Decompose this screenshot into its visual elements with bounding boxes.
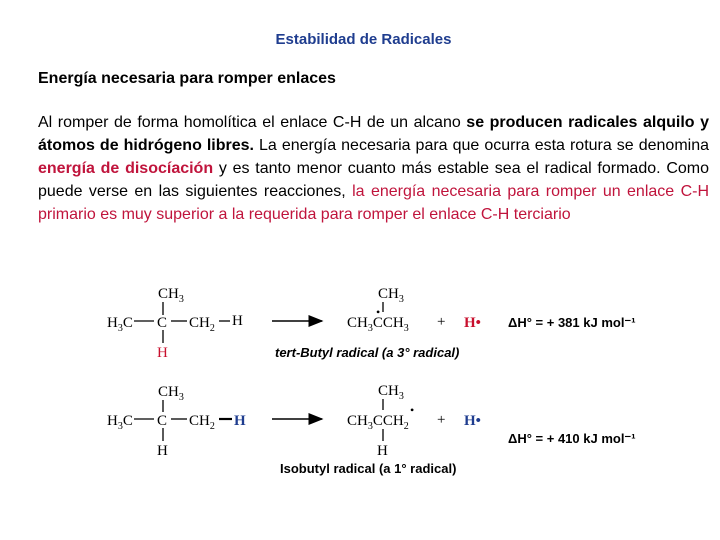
para-bold-1: se producen radicales alquilo y átomos de hidrógeno libres. xyxy=(38,114,709,154)
ch2-1: $CH_2$ xyxy=(189,315,215,334)
radical-dot-1: • xyxy=(376,305,381,319)
reaction-2-energy: ΔH° = + 410 kJ mol⁻¹ xyxy=(508,431,636,446)
reaction-1 xyxy=(107,286,636,361)
para-text-1: Al romper de forma homolítica el enlace C-H de un alcano xyxy=(38,114,467,131)
h-bottom-2: H xyxy=(157,443,168,459)
plus-2: + xyxy=(437,412,446,428)
h-radical-red: H• xyxy=(464,315,481,331)
ch3-top-prod-2: $CH_3$ xyxy=(378,383,404,402)
central-carbon-2: C xyxy=(157,413,168,429)
reaction-2-label: Isobutyl radical (a 1° radical) xyxy=(280,461,457,476)
para-highlight-sentence: la energía necesaria para romper un enlace C-H primario es muy superior a la requerida para romper el enlace C-H terciario xyxy=(38,183,710,223)
h3c-left-2: $H_3C$ xyxy=(107,413,133,432)
h-abstracted-blue: H xyxy=(234,413,246,429)
para-highlight-term: energía de disocíación xyxy=(38,160,214,177)
ch3-top-2: $CH_3$ xyxy=(158,384,184,403)
page-title: Estabilidad de Radicales xyxy=(275,31,452,48)
product-formula-1: $CH_3CCH_3$ xyxy=(347,315,409,334)
plus-1: + xyxy=(437,314,446,330)
section-heading: Energía necesaria para romper enlaces xyxy=(38,70,336,87)
reaction-1-energy: ΔH° = + 381 kJ mol⁻¹ xyxy=(508,315,636,330)
h-bottom-prod-2: H xyxy=(377,443,388,459)
h-terminal-1: H xyxy=(232,313,243,329)
ch2-2: $CH_2$ xyxy=(189,413,215,432)
h3c-left-1: $H_3C$ xyxy=(107,315,133,334)
product-formula-2: $CH_3CCH_2$ xyxy=(347,413,409,432)
para-text-3: y es tanto menor cuanto más estable sea el radical formado. Como puede verse en las siguientes reacciones, xyxy=(38,160,709,200)
h-abstracted-red: H xyxy=(157,345,168,361)
reaction-1-label: tert-Butyl radical (a 3° radical) xyxy=(275,345,460,360)
ch3-top-1: $CH_3$ xyxy=(158,286,184,305)
reaction-2 xyxy=(107,383,636,476)
radical-dot-2: • xyxy=(410,403,415,417)
h-radical-blue: H• xyxy=(464,413,481,429)
para-text-2: La energía necesaria para que ocurra esta rotura se denomina xyxy=(254,137,710,154)
ch3-top-prod-1: $CH_3$ xyxy=(378,286,404,305)
central-carbon-1: C xyxy=(157,315,168,331)
